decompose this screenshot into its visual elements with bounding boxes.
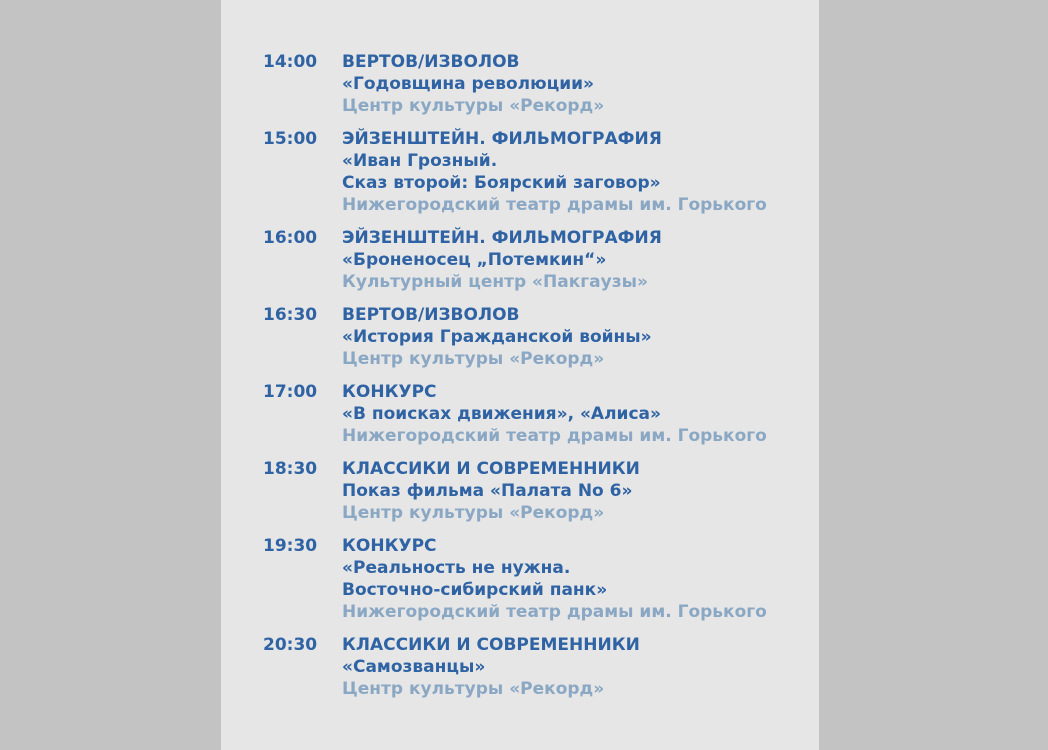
event-title: Восточно-сибирский панк» xyxy=(342,580,608,600)
schedule-entry xyxy=(263,458,803,524)
event-info xyxy=(342,535,803,623)
schedule-page xyxy=(221,0,819,750)
event-title: «Годовщина революции» xyxy=(342,74,595,94)
event-info xyxy=(342,51,803,117)
event-venue: Нижегородский театр драмы им. Горького xyxy=(342,602,767,622)
event-category: ВЕРТОВ/ИЗВОЛОВ xyxy=(342,52,520,72)
event-info xyxy=(342,458,803,524)
schedule-entry xyxy=(263,634,803,700)
event-venue: Центр культуры «Рекорд» xyxy=(342,503,605,523)
event-category: КЛАССИКИ И СОВРЕМЕННИКИ xyxy=(342,459,640,479)
event-title: Показ фильма «Палата No 6» xyxy=(342,481,633,501)
event-venue: Центр культуры «Рекорд» xyxy=(342,96,605,116)
event-time: 18:30 xyxy=(263,459,318,479)
event-time: 17:00 xyxy=(263,382,318,402)
event-info xyxy=(342,128,803,216)
event-title: Сказ второй: Боярский заговор» xyxy=(342,173,661,193)
event-category: ВЕРТОВ/ИЗВОЛОВ xyxy=(342,305,520,325)
event-time: 16:00 xyxy=(263,228,318,248)
event-category: ЭЙЗЕНШТЕЙН. ФИЛЬМОГРАФИЯ xyxy=(342,228,662,248)
event-venue: Культурный центр «Пакгаузы» xyxy=(342,272,648,292)
event-category: КОНКУРС xyxy=(342,382,437,402)
schedule-entry xyxy=(263,128,803,216)
event-title: «Броненосец „Потемкин“» xyxy=(342,250,607,270)
event-venue: Нижегородский театр драмы им. Горького xyxy=(342,195,767,215)
event-title: «Реальность не нужна. xyxy=(342,558,571,578)
event-info xyxy=(342,381,803,447)
event-info xyxy=(342,227,803,293)
schedule-entry xyxy=(263,535,803,623)
event-time: 20:30 xyxy=(263,635,318,655)
event-time: 19:30 xyxy=(263,536,318,556)
event-title: «Иван Грозный. xyxy=(342,151,498,171)
event-time: 15:00 xyxy=(263,129,318,149)
schedule-entry xyxy=(263,381,803,447)
event-venue: Центр культуры «Рекорд» xyxy=(342,349,605,369)
event-title: «В поисках движения», «Алиса» xyxy=(342,404,661,424)
event-time: 16:30 xyxy=(263,305,318,325)
schedule-entry xyxy=(263,51,803,117)
event-info xyxy=(342,304,803,370)
event-venue: Нижегородский театр драмы им. Горького xyxy=(342,426,767,446)
schedule-list xyxy=(263,51,803,711)
event-info xyxy=(342,634,803,700)
event-category: КЛАССИКИ И СОВРЕМЕННИКИ xyxy=(342,635,640,655)
schedule-entry xyxy=(263,304,803,370)
event-category: ЭЙЗЕНШТЕЙН. ФИЛЬМОГРАФИЯ xyxy=(342,129,662,149)
event-venue: Центр культуры «Рекорд» xyxy=(342,679,605,699)
schedule-entry xyxy=(263,227,803,293)
event-category: КОНКУРС xyxy=(342,536,437,556)
event-time: 14:00 xyxy=(263,52,318,72)
event-title: «История Гражданской войны» xyxy=(342,327,652,347)
event-title: «Самозванцы» xyxy=(342,657,486,677)
